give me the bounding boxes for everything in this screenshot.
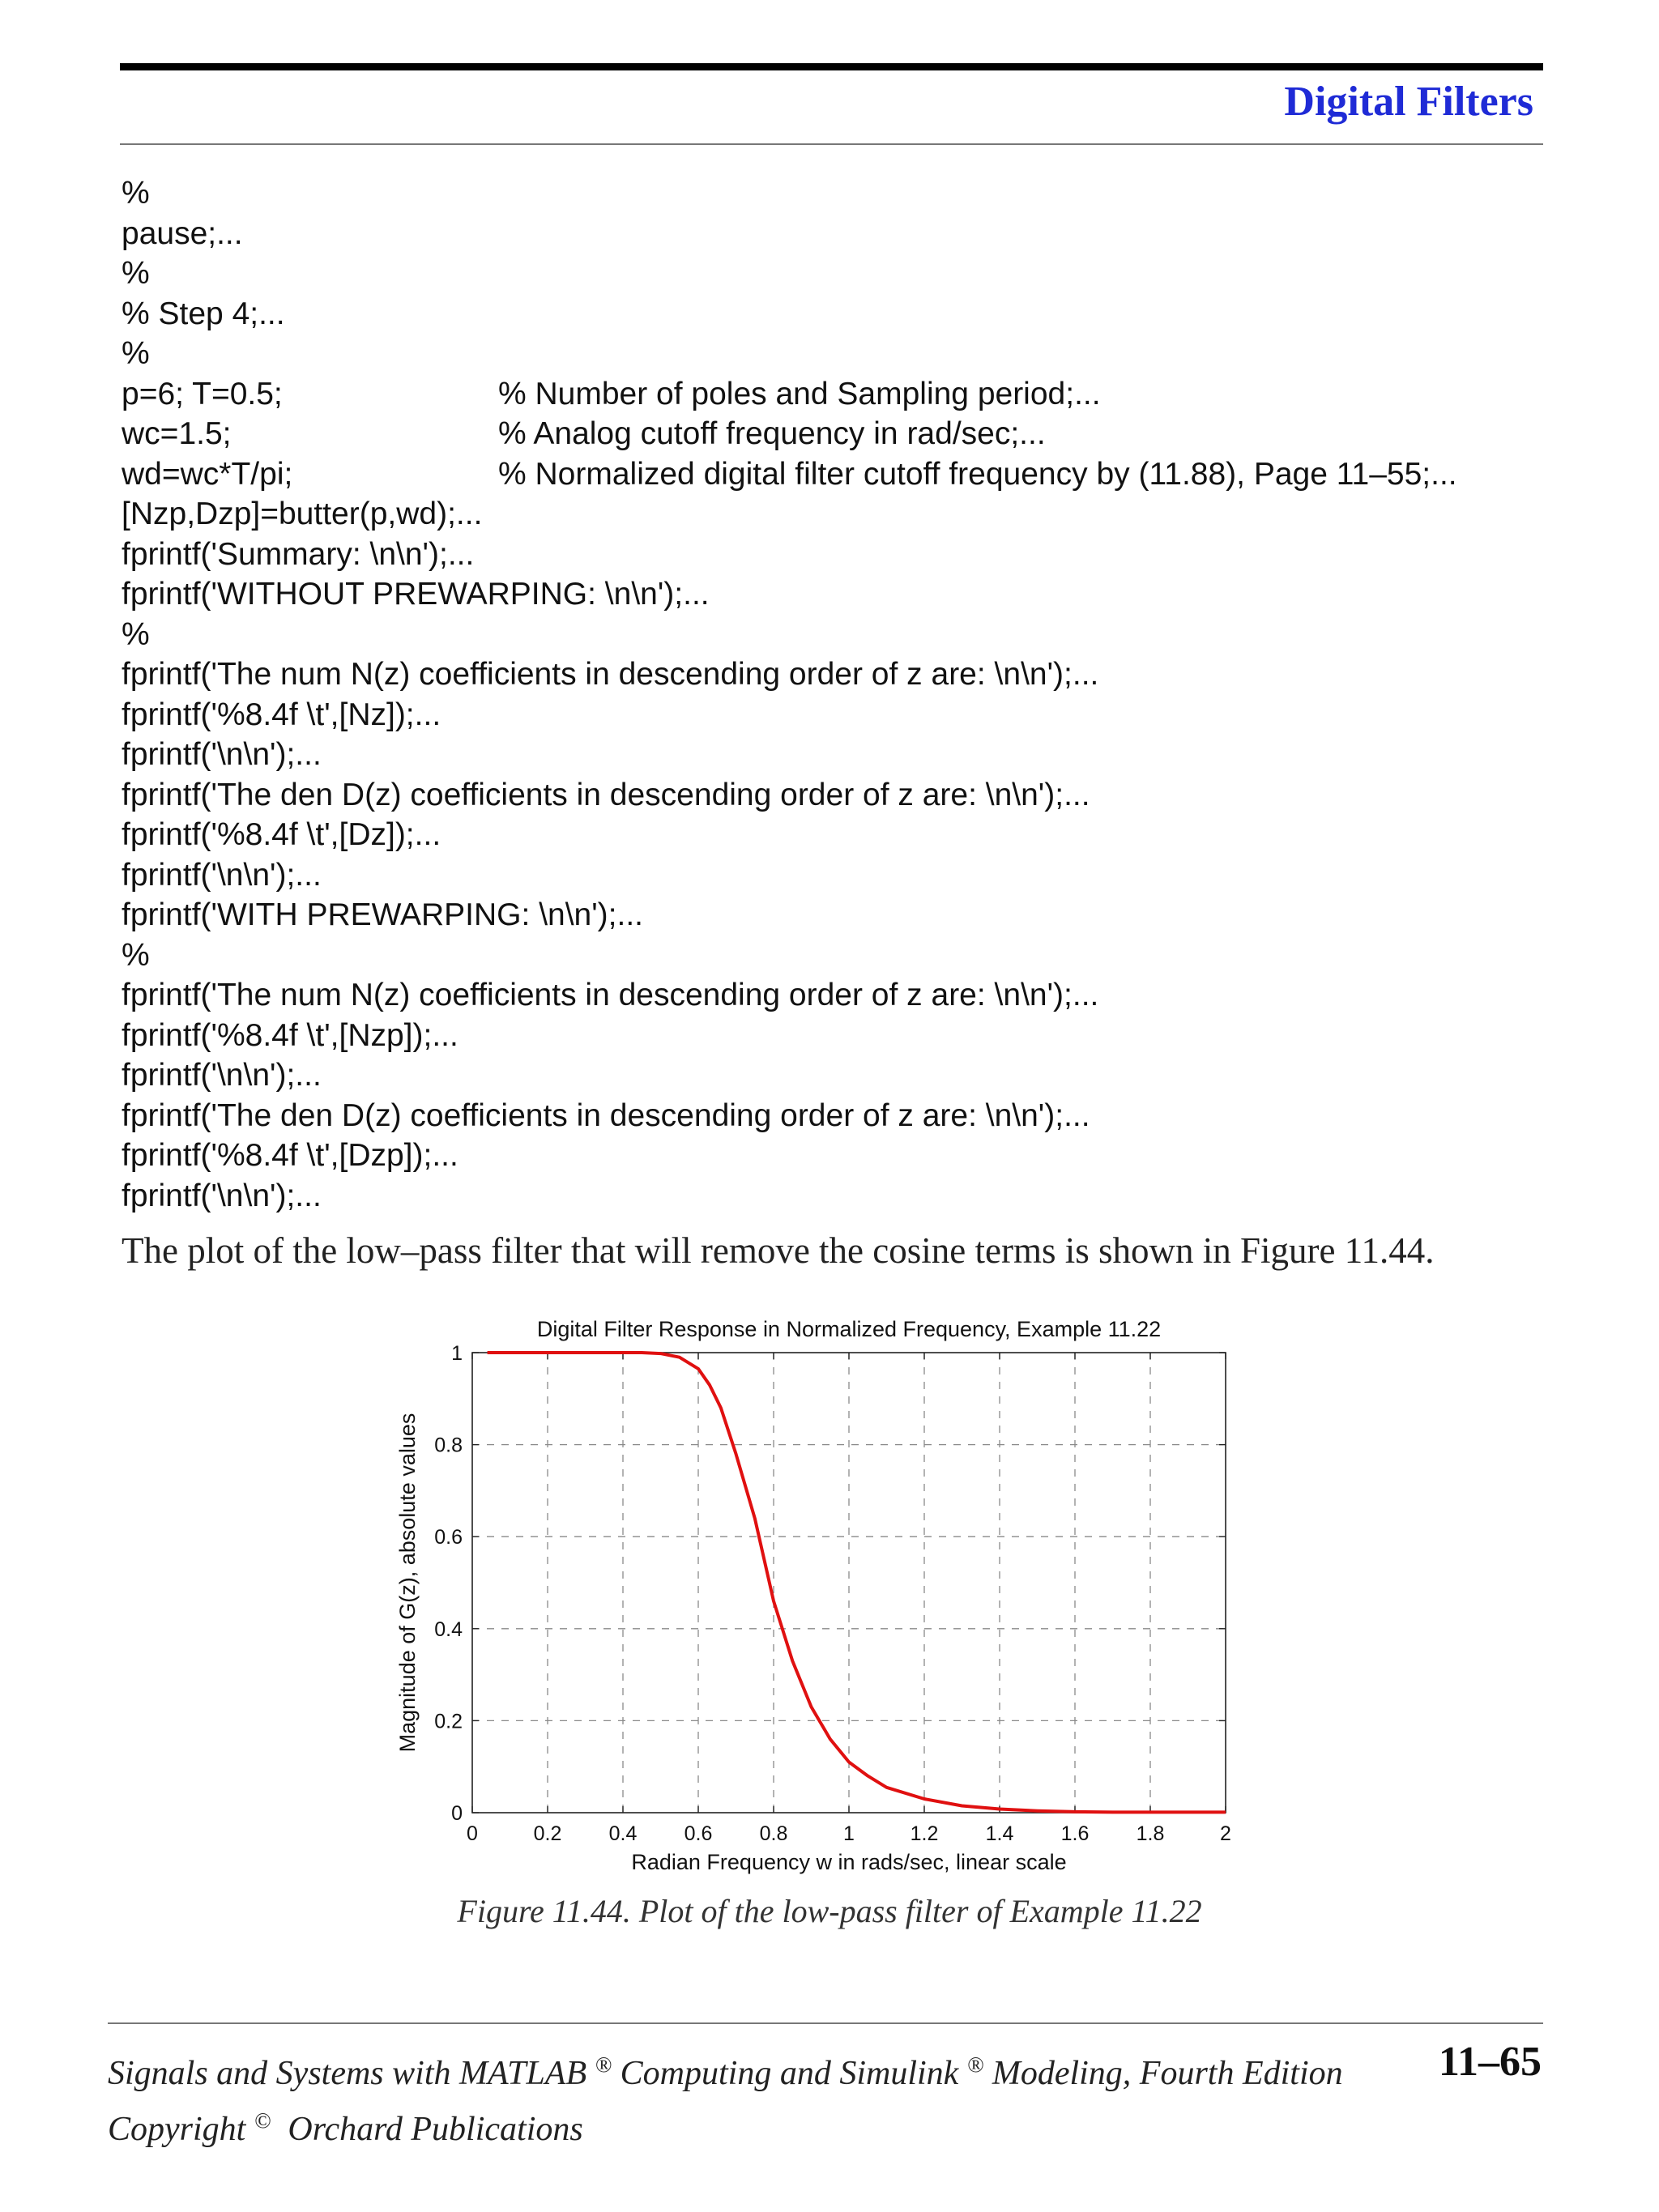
body-paragraph: The plot of the low–pass filter that will remove the cosine terms is shown in Figure 11.44. [122, 1230, 1435, 1271]
book-title-part1: Signals and Systems with MATLAB [108, 2055, 587, 2092]
plot-area [472, 1353, 1226, 1813]
x-tick-label: 0.6 [684, 1822, 713, 1845]
code-line [122, 895, 1547, 936]
chart-title: Digital Filter Response in Normalized Frequency, Example 11.22 [536, 1317, 1162, 1341]
code-line [122, 494, 1547, 535]
copyright-mark: © [254, 2108, 271, 2133]
y-tick-label: 1 [451, 1342, 463, 1365]
code-comment: % Normalized digital filter cutoff frequency by (11.88), Page 11–55;... [498, 456, 1457, 492]
code-statement: fprintf('\n\n');... [122, 1178, 322, 1213]
code-line [122, 1176, 1547, 1217]
code-line [122, 936, 1547, 976]
code-statement: [Nzp,Dzp]=butter(p,wd);... [122, 497, 483, 531]
figure-caption: Figure 11.44. Plot of the low-pass filter of Example 11.22 [457, 1893, 1202, 1929]
code-line [122, 173, 1547, 214]
code-line [122, 214, 1547, 254]
code-statement: pause;... [122, 215, 243, 251]
x-tick-label: 1.8 [1136, 1822, 1165, 1845]
code-line [122, 695, 1547, 735]
code-statement: wd=wc*T/pi; [122, 456, 293, 492]
code-line [122, 334, 1547, 374]
x-tick-label: 1 [843, 1822, 855, 1845]
code-statement: % [122, 336, 150, 371]
code-statement: wc=1.5; [122, 416, 232, 451]
code-statement: fprintf('Summary: \n\n');... [122, 536, 475, 572]
code-listing [122, 173, 1547, 1216]
code-line [122, 574, 1547, 615]
code-statement: % [122, 256, 150, 291]
code-statement: fprintf('\n\n');... [122, 737, 322, 772]
x-tick-label: 1.2 [910, 1822, 939, 1845]
code-line [122, 254, 1547, 294]
y-tick-label: 0.6 [434, 1526, 463, 1549]
code-line [122, 855, 1547, 896]
code-statement: fprintf('The den D(z) coefficients in descending order of z are: \n\n');... [122, 777, 1090, 812]
filter-response-chart [381, 1304, 1337, 1887]
code-line [122, 294, 1547, 335]
code-line [122, 1016, 1547, 1056]
code-line [122, 815, 1547, 855]
footer-copyright [108, 2097, 1343, 2153]
code-line [122, 615, 1547, 655]
code-line [122, 414, 1547, 454]
x-tick-label: 0.2 [533, 1822, 562, 1845]
code-statement: fprintf('The den D(z) coefficients in descending order of z are: \n\n');... [122, 1097, 1090, 1133]
x-tick-label: 0 [467, 1822, 478, 1845]
section-title: Digital Filters [1284, 79, 1533, 125]
book-title-part2: Computing and Simulink [612, 2055, 959, 2092]
code-line [122, 535, 1547, 575]
registered-mark: ® [595, 2052, 612, 2077]
copyright-label: Copyright [108, 2111, 246, 2148]
x-tick-label: 1.4 [985, 1822, 1014, 1845]
code-line [122, 1096, 1547, 1136]
book-title-part3: Modeling, Fourth Edition [983, 2055, 1343, 2092]
code-line [122, 775, 1547, 816]
code-statement: % [122, 937, 150, 973]
footer-text [108, 2041, 1343, 2153]
code-line [122, 1055, 1547, 1096]
publisher: Orchard Publications [271, 2111, 583, 2148]
header-top-rule [120, 63, 1543, 70]
code-statement: fprintf('\n\n');... [122, 1058, 322, 1093]
footer-rule [108, 2022, 1543, 2024]
code-statement: fprintf('%8.4f \t',[Dzp]);... [122, 1138, 458, 1173]
code-statement: % Step 4;... [122, 296, 285, 331]
code-line [122, 975, 1547, 1016]
footer-book-title [108, 2041, 1343, 2097]
x-tick-label: 2 [1220, 1822, 1231, 1845]
header-bottom-rule [120, 143, 1543, 145]
code-comment: % Analog cutoff frequency in rad/sec;... [498, 416, 1046, 451]
code-line [122, 454, 1547, 495]
code-statement: % [122, 176, 150, 211]
x-tick-label: 0.8 [759, 1822, 788, 1845]
y-axis-label: Magnitude of G(z), absolute values [395, 1413, 420, 1753]
code-statement: fprintf('%8.4f \t',[Dz]);... [122, 817, 441, 852]
y-tick-label: 0.2 [434, 1710, 463, 1733]
code-line [122, 1136, 1547, 1176]
code-line [122, 374, 1547, 415]
page-number: 11–65 [1438, 2039, 1542, 2085]
code-statement: fprintf('%8.4f \t',[Nz]);... [122, 697, 441, 732]
code-statement: fprintf('%8.4f \t',[Nzp]);... [122, 1017, 458, 1053]
code-statement: p=6; T=0.5; [122, 376, 283, 411]
x-tick-label: 1.6 [1060, 1822, 1090, 1845]
y-tick-label: 0.8 [434, 1434, 463, 1457]
x-axis-label: Radian Frequency w in rads/sec, linear scale [631, 1850, 1067, 1874]
registered-mark-2: ® [966, 2052, 984, 2077]
code-line [122, 735, 1547, 775]
code-statement: % [122, 616, 150, 652]
y-tick-label: 0 [451, 1802, 463, 1825]
code-statement: fprintf('WITHOUT PREWARPING: \n\n');... [122, 577, 710, 612]
code-statement: fprintf('The num N(z) coefficients in descending order of z are: \n\n');... [122, 657, 1099, 692]
code-statement: fprintf('The num N(z) coefficients in descending order of z are: \n\n');... [122, 978, 1099, 1012]
x-tick-label: 0.4 [608, 1822, 638, 1845]
code-line [122, 654, 1547, 695]
y-tick-label: 0.4 [434, 1617, 463, 1641]
code-statement: fprintf('WITH PREWARPING: \n\n');... [122, 897, 644, 932]
code-comment: % Number of poles and Sampling period;... [498, 376, 1101, 411]
code-statement: fprintf('\n\n');... [122, 857, 322, 893]
